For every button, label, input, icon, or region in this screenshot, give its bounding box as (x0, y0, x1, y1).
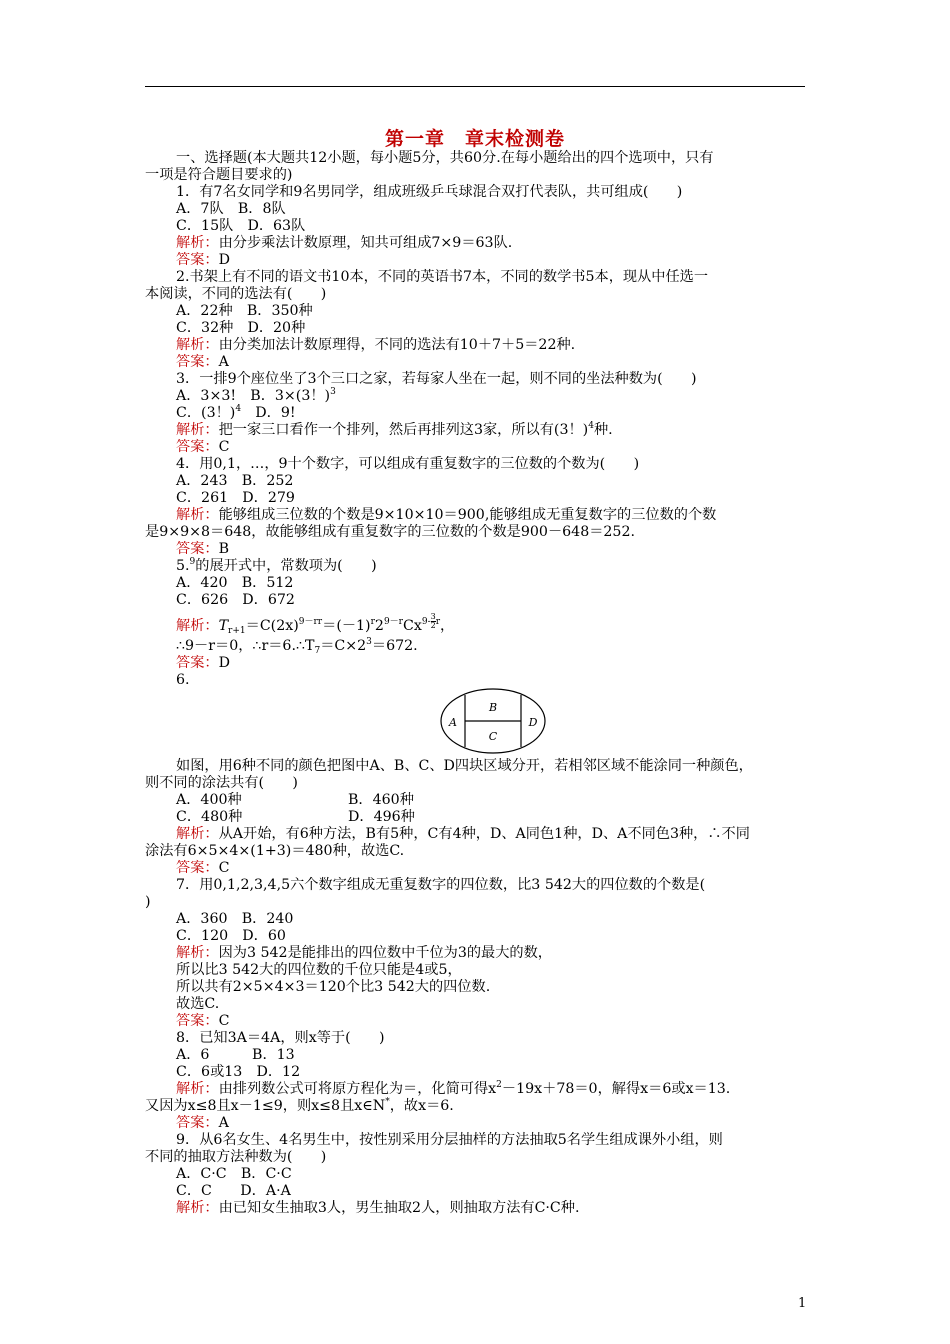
answer-label: 答案： (176, 1115, 219, 1131)
q5-options-1: A．420 B．512 (176, 575, 294, 591)
q6-solution-2: 涂法有6×5×4×(1+3)＝480种，故选C. (145, 843, 405, 859)
q8-answer (176, 1115, 229, 1132)
answer-label: 答案： (176, 541, 219, 557)
q9-options-2: C．C D．A·A (176, 1183, 291, 1199)
q5-solution-2 (176, 638, 418, 655)
q9-solution (176, 1200, 580, 1217)
page-number: 1 (798, 1296, 807, 1311)
q8-sol2-b: ，故x＝6. (389, 1098, 454, 1114)
q2-options-2: C．32种 D．20种 (176, 320, 306, 336)
solution-label: 解析： (176, 422, 219, 438)
q8-sol1-sup: 2 (496, 1080, 502, 1090)
q2-stem-2: 本阅读，不同的选法有( ) (145, 286, 327, 302)
region-c-label: C (488, 730, 498, 743)
q2-options-1: A．22种 B．350种 (176, 303, 313, 319)
q5-stem-num: 5. (176, 558, 190, 574)
q7-options-1: A．360 B．240 (176, 911, 294, 927)
q6-option-a: A．400种 (176, 792, 242, 808)
q6-solution-text-1: 从A开始，有6种方法，B有5种，C有4种，D、A同色1种，D、A不同色3种，∴不同 (218, 826, 750, 842)
q6-region-figure (440, 688, 546, 754)
q4-options-1: A．243 B．252 (176, 473, 294, 489)
q5-sol-frac-den: 2 (430, 621, 436, 630)
q8-sol1-a: 由排列数公式可将原方程化为＝，化简可得x (218, 1081, 497, 1097)
q6-number: 6. (176, 672, 190, 688)
solution-label: 解析： (176, 235, 219, 251)
q2-solution-text: 由分类加法计数原理得，不同的选法有10＋7＋5＝22种. (218, 337, 576, 353)
q5-sol-frac-num: 3 (430, 612, 436, 621)
q1-solution (176, 235, 512, 252)
q8-sol2-sup: * (385, 1097, 390, 1107)
q3-answer (176, 439, 229, 456)
header-rule (145, 86, 805, 87)
q4-answer (176, 541, 229, 558)
page-title: 第一章 章末检测卷 (384, 128, 565, 150)
answer-label: 答案： (176, 252, 219, 268)
answer-label: 答案： (176, 439, 219, 455)
answer-label: 答案： (176, 354, 219, 370)
q3-solution-end: 种. (593, 422, 613, 438)
solution-label: 解析： (176, 945, 219, 961)
q3-opt2-text-b: D．9! (241, 405, 296, 421)
q4-options-2: C．261 D．279 (176, 490, 295, 506)
q8-solution-1 (176, 1081, 730, 1098)
q4-stem: 4．用0,1，…，9十个数字，可以组成有重复数字的三位数的个数为( ) (176, 456, 640, 472)
q6-answer (176, 860, 229, 877)
solution-label: 解析： (176, 1200, 219, 1216)
solution-label: 解析： (176, 507, 219, 523)
q5-sol-t: T (218, 618, 229, 634)
q7-answer-value: C (218, 1013, 230, 1029)
q3-solution (176, 422, 613, 439)
intro-line-2: 一项是符合题目要求的) (145, 167, 293, 183)
q1-options-2: C．15队 D．63队 (176, 218, 306, 234)
q5-stem-sup: 9 (189, 557, 196, 567)
q5-sol-c-sup: r (370, 617, 375, 627)
q5-answer-value: D (218, 655, 230, 671)
q2-solution (176, 337, 575, 354)
intro-line-1: 一、选择题(本大题共12小题，每小题5分，共60分.在每小题给出的四个选项中，只有 (176, 150, 714, 166)
solution-label: 解析： (176, 826, 219, 842)
q2-answer (176, 354, 229, 371)
q6-stem-1: 如图，用6种不同的颜色把图中A、B、C、D四块区域分开，若相邻区域不能涂同一种颜色， (176, 758, 753, 774)
q5-sol2-b: ＝C×2 (320, 638, 367, 654)
q8-options-2: C．6或13 D．12 (176, 1064, 301, 1080)
answer-label: 答案： (176, 655, 219, 671)
q3-stem: 3．一排9个座位坐了3个三口之家，若每家人坐在一起，则不同的坐法种数为( ) (176, 371, 697, 387)
q3-solution-text: 把一家三口看作一个排列，然后再排列这3家，所以有(3！) (218, 422, 589, 438)
q6-stem-2: 则不同的涂法共有( ) (145, 775, 298, 791)
q7-solution-text-1: 因为3 542是能排出的四位数中千位为3的最大的数， (218, 945, 552, 961)
q1-solution-text: 由分步乘法计数原理，知共可组成7×9＝63队. (218, 235, 513, 251)
q8-answer-value: A (218, 1115, 229, 1131)
q5-sol2-sub: 7 (314, 646, 321, 656)
q3-opt1-text: A．3×3! B．3×(3！) (176, 388, 331, 404)
q3-solution-sup: 4 (588, 421, 594, 431)
q1-options-1: A．7队 B．8队 (176, 201, 286, 217)
q7-options-2: C．120 D．60 (176, 928, 286, 944)
q8-sol2-a: 又因为x≤8且x－1≤9，则x≤8且x∈N (145, 1098, 386, 1114)
q5-sol2-sup: 3 (366, 637, 372, 647)
q6-option-d: D．496种 (348, 809, 415, 825)
q8-sol1-b: －19x＋78＝0，解得x＝6或x＝13. (501, 1081, 731, 1097)
q2-answer-value: A (218, 354, 229, 370)
q5-options-2: C．626 D．672 (176, 592, 295, 608)
q9-stem-2: 不同的抽取方法种数为( ) (145, 1149, 327, 1165)
solution-label: 解析： (176, 337, 219, 353)
q5-stem-text: 的展开式中，常数项为( ) (195, 558, 377, 574)
q6-option-c: C．480种 (176, 809, 243, 825)
q3-opt2-text: C．(3！) (176, 405, 236, 421)
q5-stem (176, 558, 377, 575)
q7-stem-2: ) (145, 894, 151, 910)
solution-label: 解析： (176, 1081, 219, 1097)
answer-label: 答案： (176, 1013, 219, 1029)
q8-solution-2 (145, 1098, 454, 1115)
q5-sol-exponent (421, 612, 441, 630)
q5-sol-end: ， (440, 618, 455, 634)
q4-solution-text-1: 能够组成三位数的个数是9×10×10＝900,能够组成无重复数字的三位数的个数 (218, 507, 717, 523)
q5-sol-exp-b: r (435, 617, 441, 627)
region-b-label: B (488, 701, 498, 714)
q8-stem: 8．已知3A＝4A，则x等于( ) (176, 1030, 385, 1046)
q5-sol2-a: ∴9－r＝0，∴r＝6.∴T (176, 638, 315, 654)
q5-sol-c: ＝(－1) (322, 618, 371, 634)
q7-solution-3: 所以共有2×5×4×3＝120个比3 542大的四位数. (176, 979, 491, 995)
q3-answer-value: C (218, 439, 230, 455)
q5-sol-b: ＝C(2x) (245, 618, 299, 634)
q3-opt2-sup: 4 (235, 404, 242, 414)
region-d-label: D (528, 716, 538, 729)
q1-stem: 1．有7名女同学和9名男同学，组成班级乒乓球混合双打代表队，共可组成( ) (176, 184, 683, 200)
answer-label: 答案： (176, 860, 219, 876)
q9-options-1: A．C·C B．C·C (176, 1166, 292, 1182)
q3-options-1 (176, 388, 336, 405)
q9-stem-1: 9．从6名女生、4名男生中，按性别采用分层抽样的方法抽取5名学生组成课外小组，则 (176, 1132, 723, 1148)
q5-sol-d: 2 (374, 618, 384, 634)
q7-solution-4: 故选C. (176, 996, 220, 1012)
q7-stem-1: 7．用0,1,2,3,4,5六个数字组成无重复数字的四位数，比3 542大的四位数的个数是( (176, 877, 706, 893)
q1-answer (176, 252, 230, 269)
q7-solution-2: 所以比3 542大的四位数的千位只能是4或5， (176, 962, 462, 978)
q5-sol2-c: ＝672. (371, 638, 418, 654)
q3-options-2 (176, 405, 296, 422)
q4-solution-2: 是9×9×8＝648，故能够组成有重复数字的三位数的个数是900－648＝252. (145, 524, 635, 540)
q5-answer (176, 655, 230, 672)
q3-opt1-sup: 3 (330, 387, 336, 397)
q5-sol-e: Cx (402, 618, 422, 634)
q6-solution-1 (176, 826, 750, 843)
region-a-label: A (449, 716, 457, 729)
q4-solution-1 (176, 507, 716, 524)
q7-answer (176, 1013, 229, 1030)
q5-sol-t-sub: r+1 (228, 626, 246, 636)
q5-sol-d-sup: 9－r (383, 617, 403, 627)
q7-solution-1 (176, 945, 552, 962)
q8-options-1: A．6 B．13 (176, 1047, 295, 1063)
q9-solution-text: 由已知女生抽取3人，男生抽取2人，则抽取方法有C·C种. (218, 1200, 580, 1216)
q5-solution-1 (176, 613, 454, 635)
q6-option-b: B．460种 (348, 792, 414, 808)
q6-answer-value: C (218, 860, 230, 876)
q2-stem-1: 2.书架上有不同的语文书10本，不同的英语书7本，不同的数学书5本，现从中任选一 (176, 269, 709, 285)
q4-answer-value: B (218, 541, 230, 557)
q5-sol-exp-a: 9- (421, 617, 431, 627)
solution-label: 解析： (176, 618, 219, 634)
q5-sol-b-sup: 9－rr (298, 617, 323, 627)
q1-answer-value: D (218, 252, 230, 268)
